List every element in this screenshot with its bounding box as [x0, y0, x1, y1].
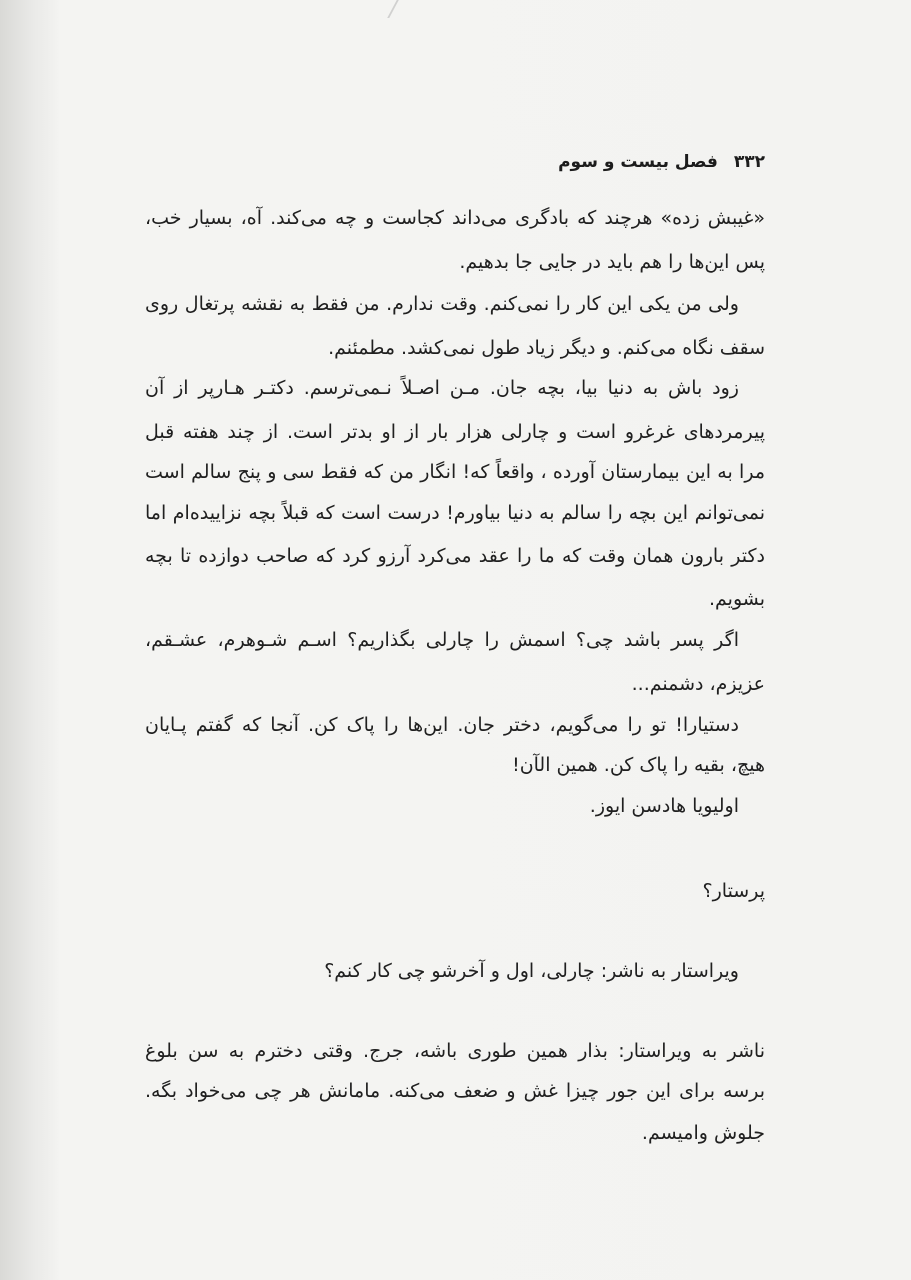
text-line: اگر پسر باشد چی؟ اسمش را چارلی بگذاریم؟ اسـم شـوهرم، عشـقم،	[145, 629, 739, 651]
text-line: هیچ، بقیه را پاک کن. همین الآن!	[512, 754, 765, 776]
text-line: دستیارا! تو را می‌گویم، دختر جان. این‌ها را پاک کن. آنجا که گفتم پـایان	[145, 714, 739, 736]
text-line: عزیزم، دشمنم...	[631, 673, 765, 695]
text-line: سقف نگاه می‌کنم. و دیگر زیاد طول نمی‌کشد. مطمئنم.	[328, 337, 765, 359]
text-line: زود باش به دنیا بیا، بچه جان. مـن اصـلاً نـمی‌ترسم. دکتـر هـارپر از آن	[145, 377, 739, 399]
text-line: اولیویا هادسن ایوز.	[589, 795, 739, 817]
text-line: برسه برای این جور چیزا غش و ضعف می‌کنه. مامانش هر چی می‌خواد بگه.	[145, 1080, 765, 1102]
text-line: ولی من یکی این کار را نمی‌کنم. وقت ندارم. من فقط به نقشه پرتغال روی	[145, 293, 739, 315]
text-line: نمی‌توانم این بچه را سالم به دنیا بیاورم! درست است که قبلاً بچه نزاییده‌ام اما	[145, 502, 765, 524]
text-line: دکتر بارون همان وقت که ما را عقد می‌کرد آرزو کرد که صاحب دوازده تا بچه	[145, 545, 765, 567]
text-line: پیرمردهای غرغرو است و چارلی هزار بار از او بدتر است. از چند هفته قبل	[145, 421, 765, 443]
text-line: پرستار؟	[702, 880, 765, 902]
chapter-title: فصل بیست و سوم	[558, 152, 718, 172]
text-line: جلوش وامیسم.	[641, 1122, 765, 1144]
text-line: بشویم.	[708, 588, 765, 610]
text-line: «غیبش زده» هرچند که بادگری می‌داند کجاست و چه می‌کند. آه، بسیار خب،	[145, 207, 765, 229]
text-line: پس این‌ها را هم باید در جایی جا بدهیم.	[459, 251, 765, 273]
text-line: مرا به این بیمارستان آورده ، واقعاً که! انگار من که فقط سی و پنج سالم است	[145, 461, 765, 483]
text-line: ناشر به ویراستار: بذار همین طوری باشه، جرج. وقتی دخترم به سن بلوغ	[145, 1040, 765, 1062]
running-header	[558, 152, 765, 172]
text-line: ویراستار به ناشر: چارلی، اول و آخرشو چی کار کنم؟	[324, 960, 739, 982]
page-number: ۳۳۲	[733, 152, 765, 172]
